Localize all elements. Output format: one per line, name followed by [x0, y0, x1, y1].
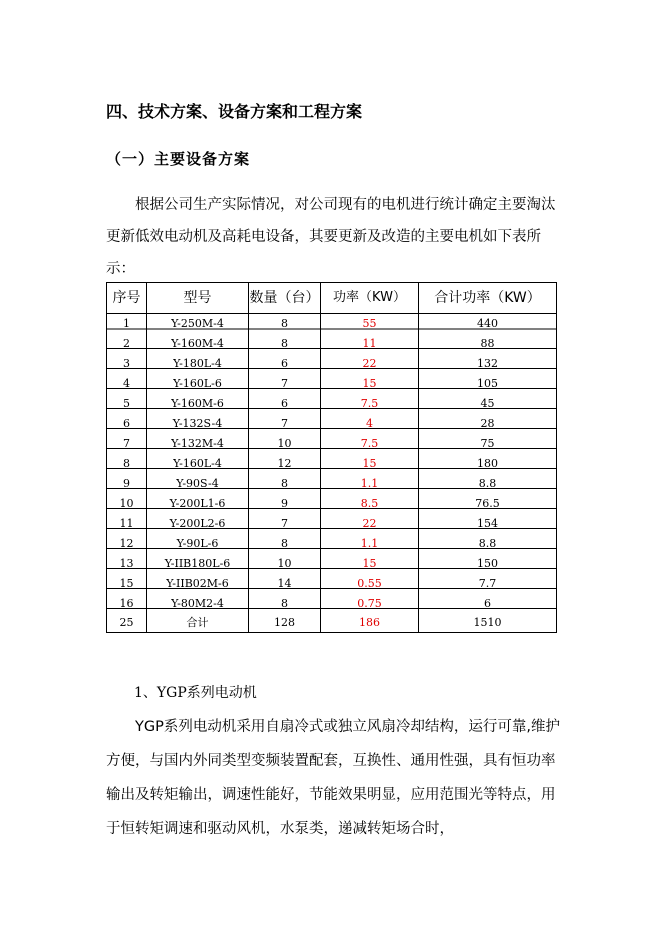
- cell-total-power: 75: [419, 434, 557, 454]
- cell-model: Y-160L-4: [147, 454, 249, 474]
- intro-paragraph: 根据公司生产实际情况，对公司现有的电机进行统计确定主要淘汰更新低效电动机及高耗电设备，其要更新及改造的主要电机如下表所示：: [106, 197, 556, 277]
- cell-power: 15: [321, 374, 419, 394]
- cell-quantity: 8: [249, 594, 321, 614]
- cell-quantity: 7: [249, 414, 321, 434]
- cell-quantity: 7: [249, 514, 321, 534]
- cell-model: Y-250M-4: [147, 314, 249, 335]
- cell-model: Y-160M-6: [147, 394, 249, 414]
- cell-model: Y-160M-4: [147, 334, 249, 354]
- table-row: [107, 474, 557, 494]
- cell-index: 10: [107, 494, 147, 514]
- cell-index: 2: [107, 334, 147, 354]
- header-model: 型号: [147, 283, 249, 314]
- cell-index: 5: [107, 394, 147, 414]
- cell-power: 1.1: [321, 474, 419, 494]
- cell-quantity: 7: [249, 374, 321, 394]
- motor-table: [106, 282, 557, 633]
- cell-power: 1.1: [321, 534, 419, 554]
- cell-total-power: 180: [419, 454, 557, 474]
- cell-total-power: 150: [419, 554, 557, 574]
- cell-quantity: 10: [249, 554, 321, 574]
- cell-total-power: 7.7: [419, 574, 557, 594]
- table-row: [107, 614, 557, 633]
- cell-index: 15: [107, 574, 147, 594]
- cell-total-power: 28: [419, 414, 557, 434]
- header-quantity: 数量（台）: [249, 283, 321, 314]
- cell-power: 55: [321, 314, 419, 335]
- header-power: 功率（KW）: [321, 283, 419, 314]
- table-row: [107, 394, 557, 414]
- cell-total-power: 6: [419, 594, 557, 614]
- table-row: [107, 494, 557, 514]
- cell-power: 186: [321, 614, 419, 633]
- table-row: [107, 534, 557, 554]
- cell-total-power: 45: [419, 394, 557, 414]
- cell-index: 6: [107, 414, 147, 434]
- table-row: [107, 554, 557, 574]
- table-header-row: [107, 283, 557, 314]
- cell-power: 8.5: [321, 494, 419, 514]
- cell-power: 15: [321, 454, 419, 474]
- cell-quantity: 6: [249, 394, 321, 414]
- cell-index: 1: [107, 314, 147, 335]
- cell-model: 合计: [147, 614, 249, 633]
- cell-model: Y-IIB180L-6: [147, 554, 249, 574]
- cell-index: 9: [107, 474, 147, 494]
- cell-total-power: 1510: [419, 614, 557, 633]
- cell-model: Y-132S-4: [147, 414, 249, 434]
- cell-quantity: 8: [249, 534, 321, 554]
- cell-index: 16: [107, 594, 147, 614]
- cell-model: Y-160L-6: [147, 374, 249, 394]
- cell-total-power: 132: [419, 354, 557, 374]
- cell-model: Y-90S-4: [147, 474, 249, 494]
- cell-total-power: 8.8: [419, 534, 557, 554]
- cell-index: 25: [107, 614, 147, 633]
- cell-model: Y-80M2-4: [147, 594, 249, 614]
- cell-quantity: 9: [249, 494, 321, 514]
- cell-total-power: 76.5: [419, 494, 557, 514]
- cell-total-power: 88: [419, 334, 557, 354]
- cell-total-power: 440: [419, 314, 557, 335]
- cell-index: 7: [107, 434, 147, 454]
- table-row: [107, 354, 557, 374]
- cell-quantity: 128: [249, 614, 321, 633]
- section-title: 四、技术方案、设备方案和工程方案: [106, 102, 363, 121]
- cell-power: 22: [321, 514, 419, 534]
- table-row: [107, 414, 557, 434]
- cell-quantity: 10: [249, 434, 321, 454]
- cell-model: Y-200L1-6: [147, 494, 249, 514]
- table-body: [107, 314, 557, 633]
- cell-power: 0.55: [321, 574, 419, 594]
- header-total-power: 合计功率（KW）: [419, 283, 557, 314]
- cell-quantity: 8: [249, 314, 321, 335]
- cell-quantity: 6: [249, 354, 321, 374]
- cell-index: 13: [107, 554, 147, 574]
- cell-total-power: 8.8: [419, 474, 557, 494]
- cell-index: 12: [107, 534, 147, 554]
- table-row: [107, 454, 557, 474]
- table-row: [107, 594, 557, 614]
- cell-quantity: 8: [249, 474, 321, 494]
- cell-index: 8: [107, 454, 147, 474]
- table-row: [107, 374, 557, 394]
- header-index: 序号: [107, 283, 147, 314]
- cell-model: Y-IIB02M-6: [147, 574, 249, 594]
- table-row: [107, 334, 557, 354]
- cell-model: Y-132M-4: [147, 434, 249, 454]
- cell-total-power: 154: [419, 514, 557, 534]
- table-row: [107, 574, 557, 594]
- cell-quantity: 8: [249, 334, 321, 354]
- cell-power: 7.5: [321, 434, 419, 454]
- table-row: [107, 314, 557, 335]
- cell-quantity: 14: [249, 574, 321, 594]
- cell-power: 11: [321, 334, 419, 354]
- cell-index: 4: [107, 374, 147, 394]
- cell-total-power: 105: [419, 374, 557, 394]
- ygp-paragraph: YGP系列电动机采用自扇冷式或独立风扇冷却结构，运行可靠,维护方便，与国内外同类型变频装置配套，互换性、通用性强，具有恒功率输出及转矩输出，调速性能好，节能效果明显，应用范围光等特点，用于恒转矩调速和驱动风机，水泵类，递减转矩场合时，: [106, 719, 560, 837]
- cell-index: 3: [107, 354, 147, 374]
- cell-quantity: 12: [249, 454, 321, 474]
- subsection-title: （一）主要设备方案: [106, 150, 251, 168]
- cell-power: 15: [321, 554, 419, 574]
- cell-power: 0.75: [321, 594, 419, 614]
- cell-power: 4: [321, 414, 419, 434]
- cell-power: 22: [321, 354, 419, 374]
- ygp-heading: 1、YGP系列电动机: [134, 685, 257, 701]
- cell-model: Y-200L2-6: [147, 514, 249, 534]
- table-row: [107, 514, 557, 534]
- cell-model: Y-90L-6: [147, 534, 249, 554]
- cell-index: 11: [107, 514, 147, 534]
- table-row: [107, 434, 557, 454]
- cell-power: 7.5: [321, 394, 419, 414]
- cell-model: Y-180L-4: [147, 354, 249, 374]
